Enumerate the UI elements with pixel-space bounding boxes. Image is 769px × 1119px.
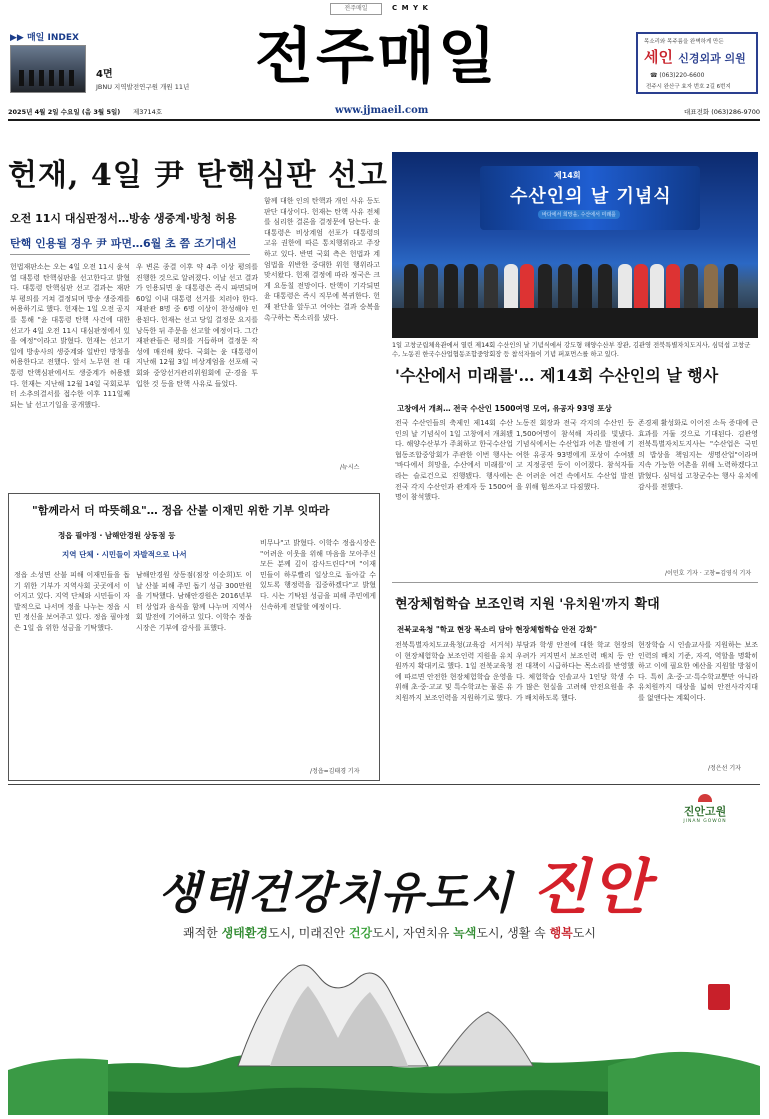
clinic-ad[interactable] — [636, 32, 758, 94]
newspaper-logo[interactable]: 전주매일 — [255, 22, 499, 92]
fisheries-subhead: 고창에서 개최… 전국 수산인 1500여명 모여, 유공자 93명 포상 — [397, 404, 612, 413]
issue-number: 제3714호 — [133, 108, 163, 116]
fisheries-body-col-3: 존경제 활성화로 이어진 소득 증대에 큰 효과를 거둘 것으로 기대된다. 김관영 전북특별자치도지사는 "수산업은 국민의 밥상을 책임지는 생명산업"이라며 지속 가능한 어촌을 위해 노력하겠다고 밝혔다. 심덕섭 고창군수는 행사 유치에 감사를 전했다. — [638, 419, 758, 491]
dateline — [8, 106, 760, 118]
lead-credit: /뉴시스 — [340, 464, 360, 471]
lead-headline[interactable]: 헌재, 4일 尹 탄핵심판 선고 — [8, 158, 388, 193]
main-phone: 대표전화 (063)286-9700 — [684, 108, 760, 116]
cmyk-marks: C M Y K — [392, 4, 429, 12]
education-headline[interactable]: 현장체험학습 보조인력 지원 '유치원'까지 확대 — [395, 597, 660, 612]
clinic-ad-phone: ☎ (063)220-6600 — [650, 72, 705, 79]
sun-icon — [698, 794, 712, 802]
ad-title — [158, 840, 651, 926]
donation-headline[interactable]: "함께라서 더 따뜻해요"… 정읍 산불 이재민 위한 기부 잇따라 — [32, 504, 330, 517]
index-photo[interactable] — [10, 45, 86, 93]
jinan-logo-subtext: JINAN GOWON — [683, 819, 727, 824]
donation-subhead-2: 지역 단체 · 시민들이 자발적으로 나서 — [62, 550, 187, 559]
education-subhead: 전북교육청 "학교 현장 목소리 담아 현장체험학습 안전 강화" — [397, 625, 597, 634]
fisheries-body-col-2: 노동진 회장과 전국 각지의 수산인 등 1,500여명이 참석해 자리를 빛냈다. 기념식에서는 수산업과 어촌 발전에 기여한 유공자 93명에게 포상이 수여됐고 지정공연 등이 이어졌다. 참석자들은 어려운 여건 속에서도 수산업 발전을 위해 힘쓰자고 다짐했다. — [516, 419, 634, 491]
clinic-ad-address: 전주시 완산구 효자 번호 2길 6번지 — [646, 84, 731, 90]
clinic-ad-name: 세인 신경외과 의원 — [644, 48, 746, 66]
masthead-rule — [8, 119, 760, 121]
education-body-col-2: 부담과 학생 안전에 대한 학교 현장의 우려가 커지면서 보조인력 배치 등 안전 대책이 시급하다는 목소리를 반영했다. 체험학습 인솔교사 1인당 학생 수가 많은 현실을 고려해 안전요원을 추가 배치하도록 했다. — [516, 641, 634, 702]
top-stamp: 전주매일 — [330, 3, 382, 15]
education-body-col-3: 현장학습 시 인솔교사를 지원하는 보조인력의 배치 기준, 자격, 역할을 명확히 하고 이에 필요한 예산을 지원할 방침이다. 특히 초·중·고·특수학교뿐만 아니라 유치원까지 대상을 넓혀 안전사각지대를 없앤다는 계획이다. — [638, 641, 758, 702]
education-body-col-1: 전북특별자치도교육청(교육감 서거석)이 현장체험학습 보조인력 지원을 유치원까지 확대키로 했다. 1일 전북교육청에 따르면 안전한 현장체험학습 운영을 위해 초·중·고교 및 특수학교는 물론 유치원까지 보조인력을 지원하기로 했다. — [395, 641, 513, 702]
site-url[interactable]: www.jjmaeil.com — [335, 105, 429, 116]
donation-body-col-2: 남해안경원 상동점(점장 이순희)도 이날 산불 피해 주민 돕기 성금 300만원을 기탁했다. 남해안경원은 2016년부터 상업과 음식을 함께 나누며 지역사회 발전에 기여하고 있다. 이학수 정읍시장은 기부에 감사를 표했다. — [136, 571, 252, 632]
index-page[interactable]: 4면 — [96, 69, 113, 80]
fisheries-headline[interactable]: '수산에서 미래를'… 제14회 수산인의 날 행사 — [395, 366, 719, 385]
banner-title: 수산인의 날 기념식 — [510, 186, 672, 207]
jinan-logo — [675, 794, 735, 830]
mountain-illustration — [8, 948, 760, 1115]
index-text[interactable]: JBNU 지역발전연구원 개원 11년 — [96, 83, 190, 91]
lead-subhead-2: 탄핵 인용될 경우 尹 파면…6월 초 쯤 조기대선 — [10, 237, 237, 250]
education-credit: /정은선 기자 — [708, 765, 741, 772]
ad-title-main: 생태건강치유도시 — [158, 868, 515, 919]
lead-body-col-2: 우 변론 종결 이후 약 4주 이상 평의를 진행한 것으로 알려졌다. 이날 선고 결과가 인용되면 윤 대통령은 즉시 파면되며 60일 이내 대통령 선거를 치러야 한다. 재판관 8명 중 6명 이상이 찬성해야 인용된다. 헌재는 선고 당일 결정문 요지를 낭독한 뒤 주문을 선고할 예정이다. 그간 재판관들은 평의를 거듭하며 결정문 작성에 매진해 왔다. 국회는 윤 대통령이 지난해 12월 3일 비상계엄을 선포해 국회와 중앙선거관리위원회에 군·경을 투입한 것 등을 탄핵 사유로 들었다. — [136, 263, 258, 388]
fisheries-body-col-1: 전국 수산인들의 축제인 제14회 수산인의 날 기념식이 1일 고창에서 개최됐다. 해양수산부가 주최하고 한국수산업협동조합중앙회가 주관한 이번 행사는 '바다에서 희망을, 수산에서 미래를'이라는 슬로건으로 진행됐다. 행사에는 전국 각지 수산인과 관계자 등 1500여명이 참석했다. — [395, 419, 513, 502]
jinan-logo-text: 진안고원 — [683, 805, 727, 818]
index-label-text: 매일 INDEX — [26, 33, 79, 43]
section-divider — [392, 582, 758, 583]
banner-slogan: 바다에서 희망을, 수산에서 미래를 — [538, 210, 620, 219]
index-label[interactable]: ▶▶ 매일 INDEX — [10, 33, 79, 43]
donation-body-col-3: 비무나"고 밝혔다. 이학수 정읍시장은 "어려운 이웃을 위해 마음을 모아주신 모든 분께 깊이 감사드린다"며 "이재민들이 하루빨리 일상으로 돌아갈 수 있도록 행정력을 집중하겠다"고 밝혔다. 시는 기탁된 성금을 피해 주민에게 신속하게 전달할 예정이다. — [260, 539, 376, 611]
donation-body-col-1: 정읍 소성면 산불 피해 이재민들을 돕기 위한 기부가 지역사회 곳곳에서 이어지고 있다. 지역 단체와 시민들이 자발적으로 나서며 정을 나누는 정읍 시민 정신을 보여주고 있다. 정읍 필야정은 1일 읍 위한 성금을 기탁했다. — [14, 571, 130, 632]
fisheries-credit: /이민호 기자 · 고창=김영식 기자 — [665, 570, 752, 577]
lead-subhead-1: 오전 11시 대심판정서…방송 생중계·방청 허용 — [10, 212, 237, 225]
banner-number: 제14회 — [554, 171, 581, 180]
issue-date: 2025년 4월 2일 수요일 (음 3월 5일) — [8, 108, 121, 116]
photo-caption: 1일 고창군립체육관에서 열린 제14회 수산인의 날 기념식에서 강도형 해양수산부 장관, 김관영 전북특별자치도지사, 심덕섭 고창군수, 노동진 한국수산업협동조합중앙회장 등 참석자들이 기념 퍼포먼스를 하고 있다. — [392, 342, 751, 358]
ad-slogan: 쾌적한 생태환경도시, 미래진안 건강도시, 자연치유 녹색도시, 생활 속 행복도시 — [183, 926, 596, 940]
jinan-advertisement[interactable] — [8, 788, 760, 1115]
donation-subhead-1: 정읍 필야정 · 남해안경원 상동점 등 — [58, 531, 176, 540]
donation-credit: /정읍=김태경 기자 — [310, 768, 360, 775]
ad-divider — [8, 784, 760, 785]
stage — [392, 308, 758, 338]
ad-title-red: 진안 — [531, 853, 652, 923]
red-seal-stamp — [708, 984, 730, 1010]
clinic-ad-line: 목소리와 목주름을 완벽하게 만든 — [644, 39, 724, 45]
subhead-divider — [10, 254, 250, 255]
lead-body-col-3: 함께 대한 인의 탄핵과 개인 사유 등도 판단 대상이다. 헌재는 탄핵 사유 전체를 심리한 결론을 결정문에 담는다. 윤 대통령은 비상계엄 선포가 대통령의 고유 권한에 따른 통치행위라고 주장하고 있다. 반면 국회 측은 헌법과 계엄법을 위반한 중대한 위헌 행위라고 맞서왔다. 헌재 결정에 따라 정국은 크게 요동칠 전망이다. 탄핵이 기각되면 윤 대통령은 즉시 직무에 복귀한다. 헌재 판단을 앞두고 여야는 결과 승복을 촉구하는 목소리를 냈다. — [264, 197, 380, 322]
lead-body-col-1: 헌법재판소는 오는 4일 오전 11시 윤석열 대통령 탄핵심판을 선고한다고 밝혔다. 대통령 탄핵심판 선고 결과는 재판부 평의를 거쳐 결정되며 방송 생중계를 허용하기로 했다. 헌재는 1일 오전 공지를 통해 "윤 대통령 탄핵 사건에 대한 선고가 4일 오전 11시 대심판정에서 있을 예정"이라고 밝혔다. 헌재는 선고기일에 방송사의 생중계와 일반인 방청을 허용한다고 전했다. 앞서 노무현 전 대통령 탄핵심판에서도 생중계가 허용됐다. 헌재는 지난해 12월 14일 국회로부터 소추의결서를 접수한 이후 111일째 되는 날 선고기일을 공개했다. — [10, 263, 130, 409]
ceremony-photo[interactable] — [392, 152, 758, 338]
ceremony-banner — [480, 166, 700, 230]
